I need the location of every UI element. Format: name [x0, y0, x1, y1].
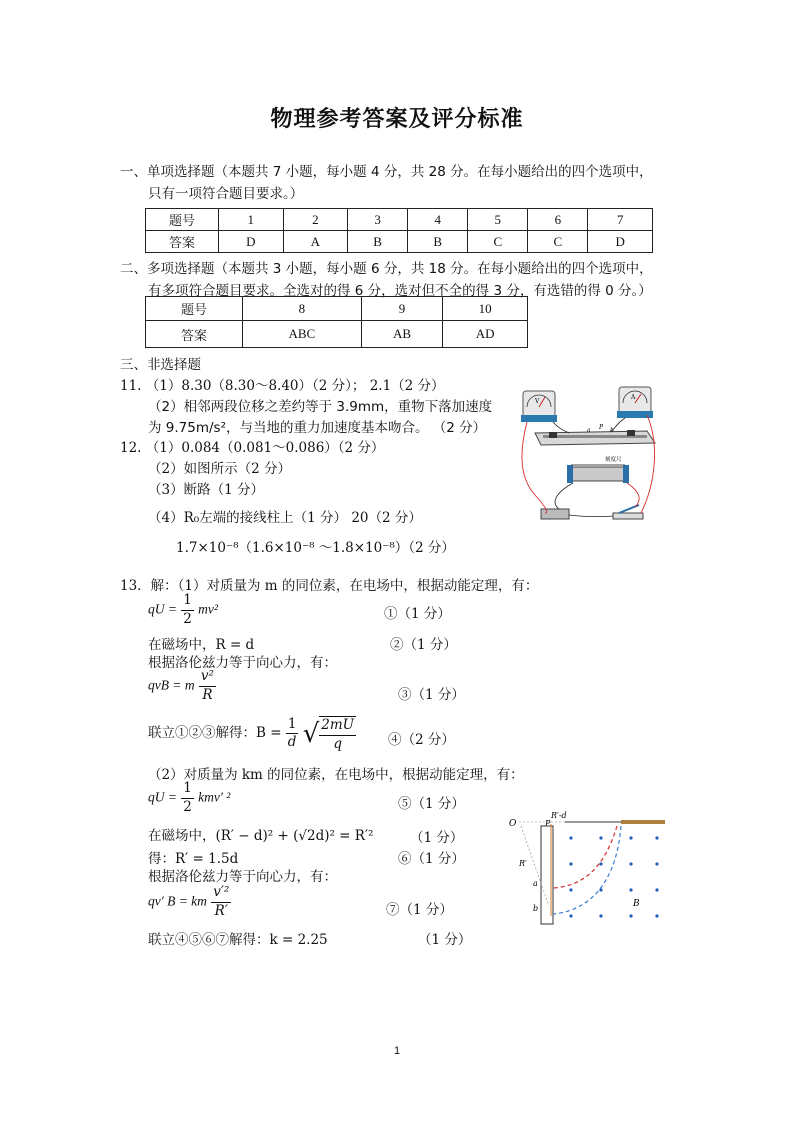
plate	[621, 820, 665, 824]
page-number: 1	[393, 1045, 401, 1057]
section2-line1: 二、多项选择题（本题共 3 小题，每小题 6 分，共 18 分。在每小题给出的四个选项中，	[120, 261, 653, 277]
q13-b1: 在磁场中，R = d	[148, 637, 255, 653]
section1-line2: 只有一项符合题目要求。）	[148, 186, 304, 202]
eq1-fraction: $\frac{1}{2}$	[183, 592, 192, 627]
wire-red	[641, 415, 655, 513]
wire	[555, 483, 573, 509]
q13-eq6: 在磁场中，(R′ − d)² + (√2d)² = R′²	[148, 828, 374, 844]
eq4-fraction: $\frac{1}{d}$	[287, 715, 297, 750]
label-a: a	[587, 427, 591, 434]
battery-icon	[541, 509, 569, 519]
red-trajectory	[553, 826, 617, 888]
section1-line1: 一、单项选择题（本题共 7 小题，每小题 4 分，共 28 分。在每小题给出的四个选项中，	[120, 164, 653, 180]
ammeter-icon	[617, 387, 653, 418]
wire	[569, 515, 613, 517]
section3-heading: 三、非选择题	[120, 357, 201, 373]
b1-mark: ②（1 分）	[390, 637, 457, 653]
eq5-mark: ⑤（1 分）	[398, 796, 465, 812]
q13-eq3	[148, 670, 216, 702]
label-r-minus-d: R′-d	[551, 811, 567, 820]
table1-answer-cell: D	[219, 231, 284, 253]
q12-line4: （4）R₀左端的接线柱上（1 分） 20（2 分）	[148, 510, 422, 526]
wire	[553, 422, 569, 433]
table1-answer-cell: 答案	[146, 231, 219, 253]
q12-line5: 1.7×10⁻⁸（1.6×10⁻⁸ ～1.8×10⁻⁸）（2 分）	[176, 540, 455, 556]
single-choice-table	[145, 208, 653, 253]
eq4-radicand: $\frac{2mU}{q}$	[321, 717, 355, 752]
magnetic-field-diagram	[505, 806, 670, 930]
eq7-mark: ⑥（1 分）	[398, 851, 465, 867]
section2-line2: 有多项符合题目要求。全选对的得 6 分，选对但不全的得 3 分，有选错的得 0 分。）	[148, 283, 652, 299]
label-p: P	[599, 424, 604, 431]
table1-answer-cell: C	[468, 231, 528, 253]
table1-header-cell: 6	[528, 209, 588, 231]
label-b-field: B	[633, 899, 640, 909]
blue-trajectory	[553, 826, 621, 914]
q13-eq5	[148, 782, 230, 814]
q12-line3: （3）断路（1 分）	[148, 482, 264, 498]
table2-header-cell: 10	[443, 297, 528, 321]
q13-eq1	[148, 594, 218, 626]
eq8-mark: ⑦（1 分）	[386, 902, 453, 918]
wire	[611, 418, 625, 431]
table1-answer-cell: C	[528, 231, 588, 253]
q11-line1: 11. （1）8.30（8.30～8.40）（2 分）； 2.1（2 分）	[120, 378, 445, 394]
table1-header-cell: 题号	[146, 209, 219, 231]
multi-choice-table	[145, 296, 528, 348]
page-title: 物理参考答案及评分标准	[270, 107, 524, 132]
eq3-left: qvB = m	[148, 677, 195, 693]
eq4-left: 联立①②③解得：B =	[148, 725, 282, 741]
q13-eq7: 得：R′ = 1.5d	[148, 851, 239, 867]
eq5-right: kmv′ ²	[198, 789, 231, 805]
table1-header-cell: 5	[468, 209, 528, 231]
label-p: P	[545, 819, 551, 828]
table1-header-cell: 7	[588, 209, 653, 231]
field-dots	[569, 836, 658, 917]
q11-line2: （2）相邻两段位移之差约等于 3.9mm，重物下落加速度	[148, 399, 493, 415]
eq5-fraction: $\frac{1}{2}$	[183, 780, 192, 815]
voltmeter-icon	[521, 391, 557, 422]
ammeter-label: A	[631, 394, 636, 401]
eq6-mark: （1 分）	[410, 830, 464, 846]
q13-b3: 根据洛伦兹力等于向心力，有：	[148, 869, 337, 885]
table1-header-cell: 1	[219, 209, 284, 231]
label-b: b	[610, 427, 614, 434]
q11-line3: 为 9.75m/s²，与当地的重力加速度基本吻合。 （2 分）	[148, 420, 487, 436]
eq8-fraction: $\frac{\text{v′²}}{R'}$	[213, 884, 230, 919]
table2-header-cell: 题号	[146, 297, 243, 321]
ruler-label: 刻度尺	[605, 457, 622, 463]
table1-header-cell: 2	[283, 209, 348, 231]
table1-answer-cell: A	[283, 231, 348, 253]
q13-eq9: 联立④⑤⑥⑦解得：k = 2.25	[148, 932, 328, 948]
q13-intro: 13．解：（1）对质量为 m 的同位素，在电场中，根据动能定理，有：	[120, 578, 539, 594]
q12-line1: 12. （1）0.084（0.081～0.086）（2 分）	[120, 440, 385, 456]
eq3-mark: ③（1 分）	[398, 687, 465, 703]
eq3-fraction: $\frac{\text{v²}}{R}$	[200, 668, 214, 703]
rheostat-icon	[567, 465, 629, 483]
switch-icon	[613, 505, 643, 519]
eq8-left: qv′ B = km	[148, 893, 207, 909]
wire-red	[627, 483, 639, 507]
table2-answer-cell: AD	[443, 321, 528, 348]
q13-eq4	[148, 716, 356, 751]
table1-header-cell: 4	[408, 209, 468, 231]
eq1-left: qU =	[148, 601, 177, 617]
label-r-prime: R′	[519, 859, 527, 868]
label-b: b	[533, 904, 539, 913]
table1-header-cell: 3	[348, 209, 408, 231]
eq4-mark: ④（2 分）	[388, 732, 455, 748]
voltmeter-label: V	[535, 398, 540, 405]
circuit-diagram	[515, 385, 660, 530]
table2-answer-cell: ABC	[243, 321, 362, 348]
eq9-mark: （1 分）	[418, 932, 472, 948]
ruler-board	[535, 430, 655, 445]
q13-eq8	[148, 886, 231, 918]
table1-answer-cell: B	[348, 231, 408, 253]
sqrt-icon: √	[302, 718, 320, 749]
eq1-mark: ①（1 分）	[384, 606, 451, 622]
eq1-right: mv²	[198, 601, 218, 617]
q12-line2: （2）如图所示（2 分）	[148, 461, 291, 477]
table1-answer-cell: D	[588, 231, 653, 253]
table2-answer-cell: 答案	[146, 321, 243, 348]
q13-part2: （2）对质量为 km 的同位素，在电场中，根据动能定理，有：	[148, 767, 524, 783]
table1-answer-cell: B	[408, 231, 468, 253]
label-a: a	[533, 879, 538, 888]
table2-header-cell: 9	[361, 297, 443, 321]
q13-b2: 根据洛伦兹力等于向心力，有：	[148, 655, 337, 671]
table2-answer-cell: AB	[361, 321, 443, 348]
eq5-left: qU =	[148, 789, 177, 805]
label-o: O	[509, 819, 517, 829]
table2-header-cell: 8	[243, 297, 362, 321]
